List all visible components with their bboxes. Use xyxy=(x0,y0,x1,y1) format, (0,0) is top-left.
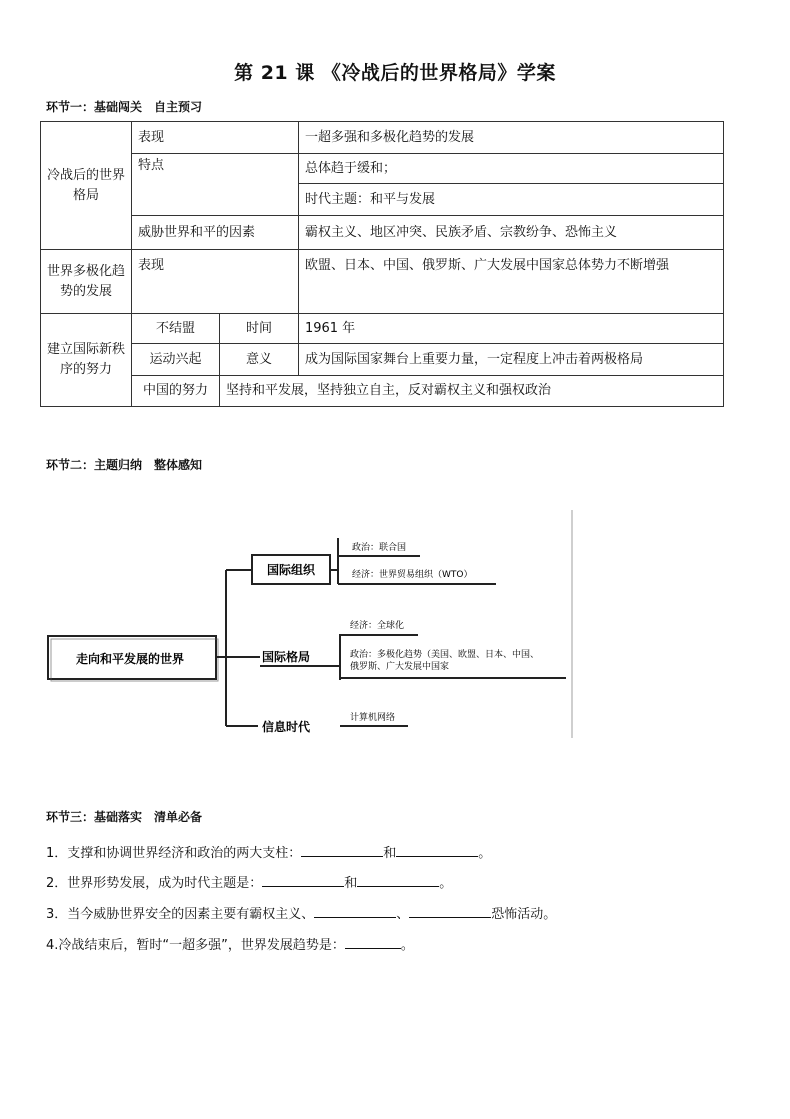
leaf-computer-network: 计算机网络 xyxy=(350,713,396,723)
leaf-multipolar-a: 政治：多极化趋势（美国、欧盟、日本、中国、 xyxy=(350,650,540,660)
blank-1a[interactable] xyxy=(301,842,383,857)
blank-3a[interactable] xyxy=(314,903,396,918)
row-value-significance: 成为国际国家舞台上重要力量，一定程度上冲击着两极格局 xyxy=(298,344,723,376)
row-label-china: 中国的努力 xyxy=(132,376,220,407)
study-table xyxy=(40,121,724,407)
blank-4a[interactable] xyxy=(345,934,401,949)
question-3: 3．当今威胁世界安全的因素主要有霸权主义、 、 恐怖活动。 xyxy=(46,903,556,922)
row-value-china: 坚持和平发展，坚持独立自主，反对霸权主义和强权政治 xyxy=(219,376,723,407)
row-label-multipolar: 表现 xyxy=(132,250,299,314)
row-label-threats: 威胁世界和平的因素 xyxy=(132,216,299,250)
category-new-order: 建立国际新秩序的努力 xyxy=(41,314,132,407)
row-label-features: 特点 xyxy=(132,154,299,216)
mind-map-root: 走向和平发展的世界 xyxy=(75,652,185,666)
category-cold-war: 冷战后的世界格局 xyxy=(41,122,132,250)
branch-info-age: 信息时代 xyxy=(262,720,311,734)
row-label-nonaligned-b: 运动兴起 xyxy=(132,344,220,376)
mind-map xyxy=(40,498,580,748)
blank-1b[interactable] xyxy=(396,842,478,857)
leaf-multipolar-b: 俄罗斯、广大发展中国家 xyxy=(350,662,450,672)
question-1: 1．支撑和协调世界经济和政治的两大支柱： 和 。 xyxy=(46,842,491,861)
row-value-time: 1961 年 xyxy=(298,314,723,344)
leaf-globalization: 经济：全球化 xyxy=(350,621,405,631)
row-value-threats: 霸权主义、地区冲突、民族矛盾、宗教纷争、恐怖主义 xyxy=(298,216,723,250)
question-4: 4.冷战结束后，暂时“一超多强”，世界发展趋势是： 。 xyxy=(46,934,414,953)
row-value-multipolar: 欧盟、日本、中国、俄罗斯、广大发展中国家总体势力不断增强 xyxy=(298,250,723,314)
category-multipolar: 世界多极化趋势的发展 xyxy=(41,250,132,314)
section-heading-1: 环节一：基础闯关 自主预习 xyxy=(46,100,203,114)
question-2: 2．世界形势发展，成为时代主题是： 和 。 xyxy=(46,872,452,891)
section-heading-2: 环节二：主题归纳 整体感知 xyxy=(46,458,203,472)
blank-3b[interactable] xyxy=(409,903,491,918)
branch-international-pattern: 国际格局 xyxy=(262,650,311,664)
section-heading-3: 环节三：基础落实 清单必备 xyxy=(46,810,203,824)
row-sub-significance: 意义 xyxy=(219,344,298,376)
row-sub-time: 时间 xyxy=(219,314,298,344)
row-value-features-b: 时代主题：和平与发展 xyxy=(298,184,723,216)
leaf-wto: 经济：世界贸易组织（WTO） xyxy=(352,570,473,580)
row-value-features-a: 总体趋于缓和； xyxy=(298,154,723,184)
row-label-performance: 表现 xyxy=(132,122,299,154)
row-value-performance: 一超多强和多极化趋势的发展 xyxy=(298,122,723,154)
row-label-nonaligned-a: 不结盟 xyxy=(132,314,220,344)
leaf-un: 政治：联合国 xyxy=(352,543,407,553)
blank-2b[interactable] xyxy=(357,872,439,887)
branch-international-org: 国际组织 xyxy=(266,563,316,577)
page-title: 第 21 课 《冷战后的世界格局》学案 xyxy=(234,62,556,84)
blank-2a[interactable] xyxy=(262,872,344,887)
